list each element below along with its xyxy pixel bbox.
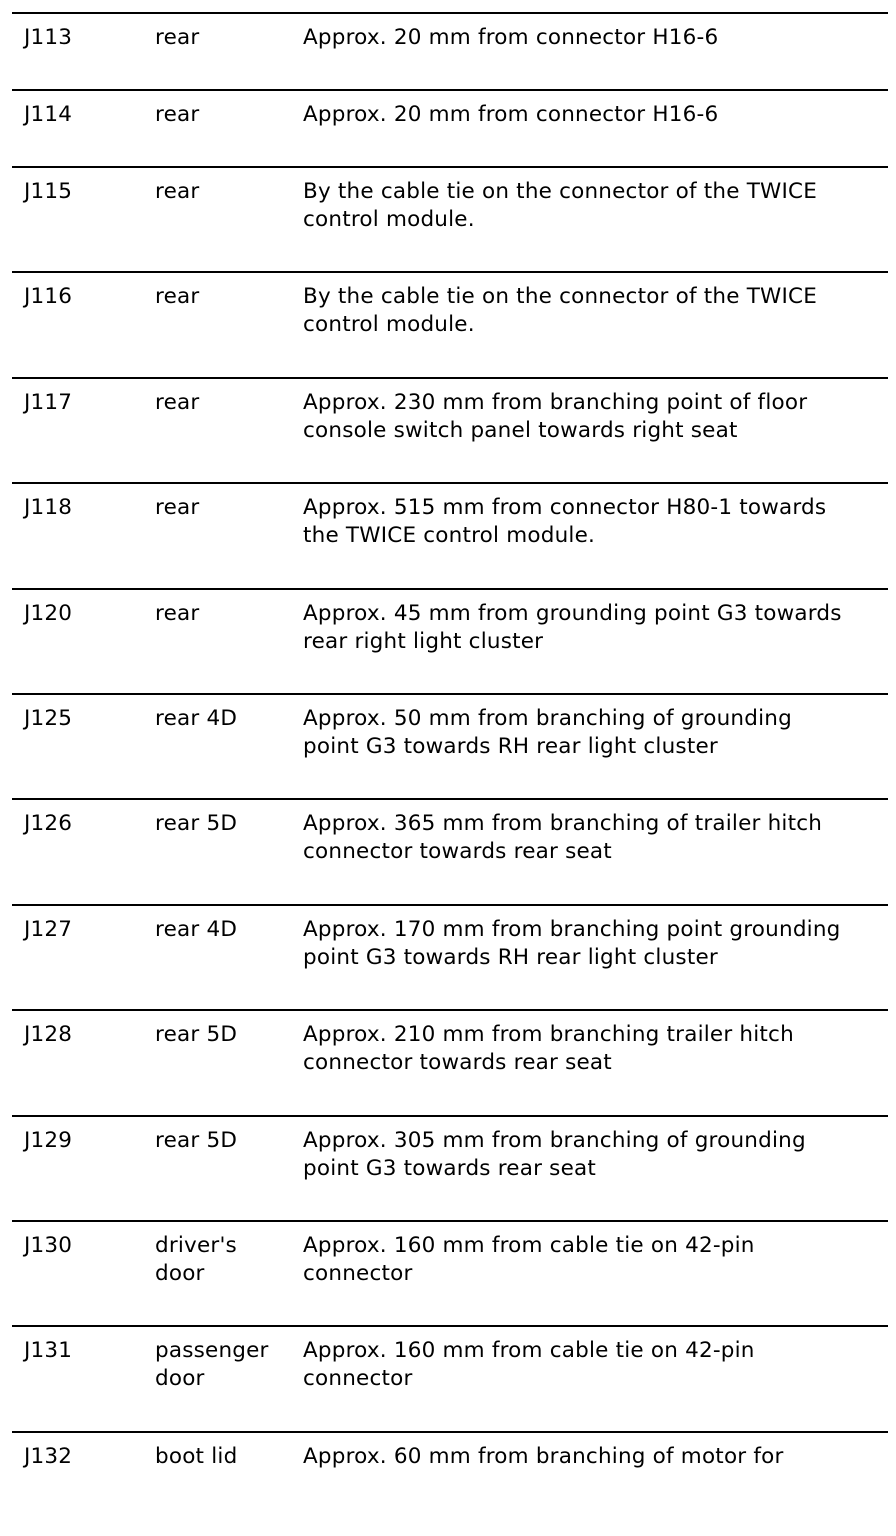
junction-id: J132	[24, 1443, 73, 1469]
junction-description: Approx. 160 mm from cable tie on 42-pin connector	[303, 1338, 755, 1392]
table-row	[12, 1431, 888, 1536]
table-row	[12, 588, 888, 693]
junction-id: J126	[24, 811, 73, 837]
junction-description: Approx. 50 mm from branching of grounding point G3 towards RH rear light cluster	[303, 705, 792, 759]
table-row	[12, 377, 888, 482]
junction-id: J130	[24, 1232, 73, 1258]
junction-location-table	[12, 12, 888, 1536]
junction-description: Approx. 515 mm from connector H80-1 towards the TWICE control module.	[303, 495, 827, 549]
junction-description: Approx. 230 mm from branching point of floor console switch panel towards right seat	[303, 389, 808, 443]
table-row	[12, 904, 888, 1009]
junction-description: Approx. 305 mm from branching of grounding point G3 towards rear seat	[303, 1127, 806, 1181]
junction-location: rear	[155, 102, 200, 127]
table-row	[12, 1325, 888, 1430]
junction-id: J117	[24, 389, 73, 415]
junction-location: rear	[155, 25, 200, 50]
junction-id: J118	[24, 495, 73, 521]
junction-location: passenger door	[155, 1338, 269, 1392]
junction-location: rear 4D	[155, 705, 238, 731]
junction-id: J127	[24, 916, 73, 942]
junction-id: J128	[24, 1022, 73, 1048]
junction-id: J113	[24, 25, 73, 50]
junction-location: rear 4D	[155, 916, 238, 942]
junction-location: boot lid	[155, 1443, 238, 1469]
junction-id: J125	[24, 705, 73, 731]
junction-description: Approx. 170 mm from branching point grounding point G3 towards RH rear light cluster	[303, 916, 841, 970]
junction-description: By the cable tie on the connector of the TWICE control module.	[303, 179, 818, 232]
junction-id: J129	[24, 1127, 73, 1153]
junction-location: rear	[155, 600, 200, 626]
table-row	[12, 798, 888, 903]
junction-id: J114	[24, 102, 73, 127]
table-row	[12, 1115, 888, 1220]
junction-description: Approx. 60 mm from branching of motor for	[303, 1443, 784, 1469]
table-row	[12, 89, 888, 166]
table-row	[12, 482, 888, 587]
junction-location: driver's door	[155, 1232, 237, 1286]
junction-location: rear	[155, 179, 200, 204]
junction-description: Approx. 365 mm from branching of trailer hitch connector towards rear seat	[303, 811, 823, 865]
junction-id: J131	[24, 1338, 73, 1364]
junction-location: rear 5D	[155, 1022, 238, 1048]
junction-description: Approx. 45 mm from grounding point G3 towards rear right light cluster	[303, 600, 842, 654]
junction-description: Approx. 20 mm from connector H16-6	[303, 25, 719, 50]
junction-location: rear	[155, 284, 200, 310]
junction-location: rear	[155, 389, 200, 415]
junction-id: J120	[24, 600, 73, 626]
table-row	[12, 271, 888, 376]
table-row	[12, 166, 888, 271]
junction-location: rear 5D	[155, 811, 238, 837]
junction-description: Approx. 210 mm from branching trailer hitch connector towards rear seat	[303, 1022, 794, 1076]
junction-description: By the cable tie on the connector of the TWICE control module.	[303, 284, 818, 338]
table-row	[12, 12, 888, 89]
junction-location: rear 5D	[155, 1127, 238, 1153]
table-row	[12, 1009, 888, 1114]
table-row	[12, 693, 888, 798]
junction-id: J116	[24, 284, 73, 310]
table-row	[12, 1220, 888, 1325]
junction-location: rear	[155, 495, 200, 521]
junction-description: Approx. 160 mm from cable tie on 42-pin connector	[303, 1232, 755, 1286]
junction-description: Approx. 20 mm from connector H16-6	[303, 102, 719, 127]
junction-id: J115	[24, 179, 73, 204]
